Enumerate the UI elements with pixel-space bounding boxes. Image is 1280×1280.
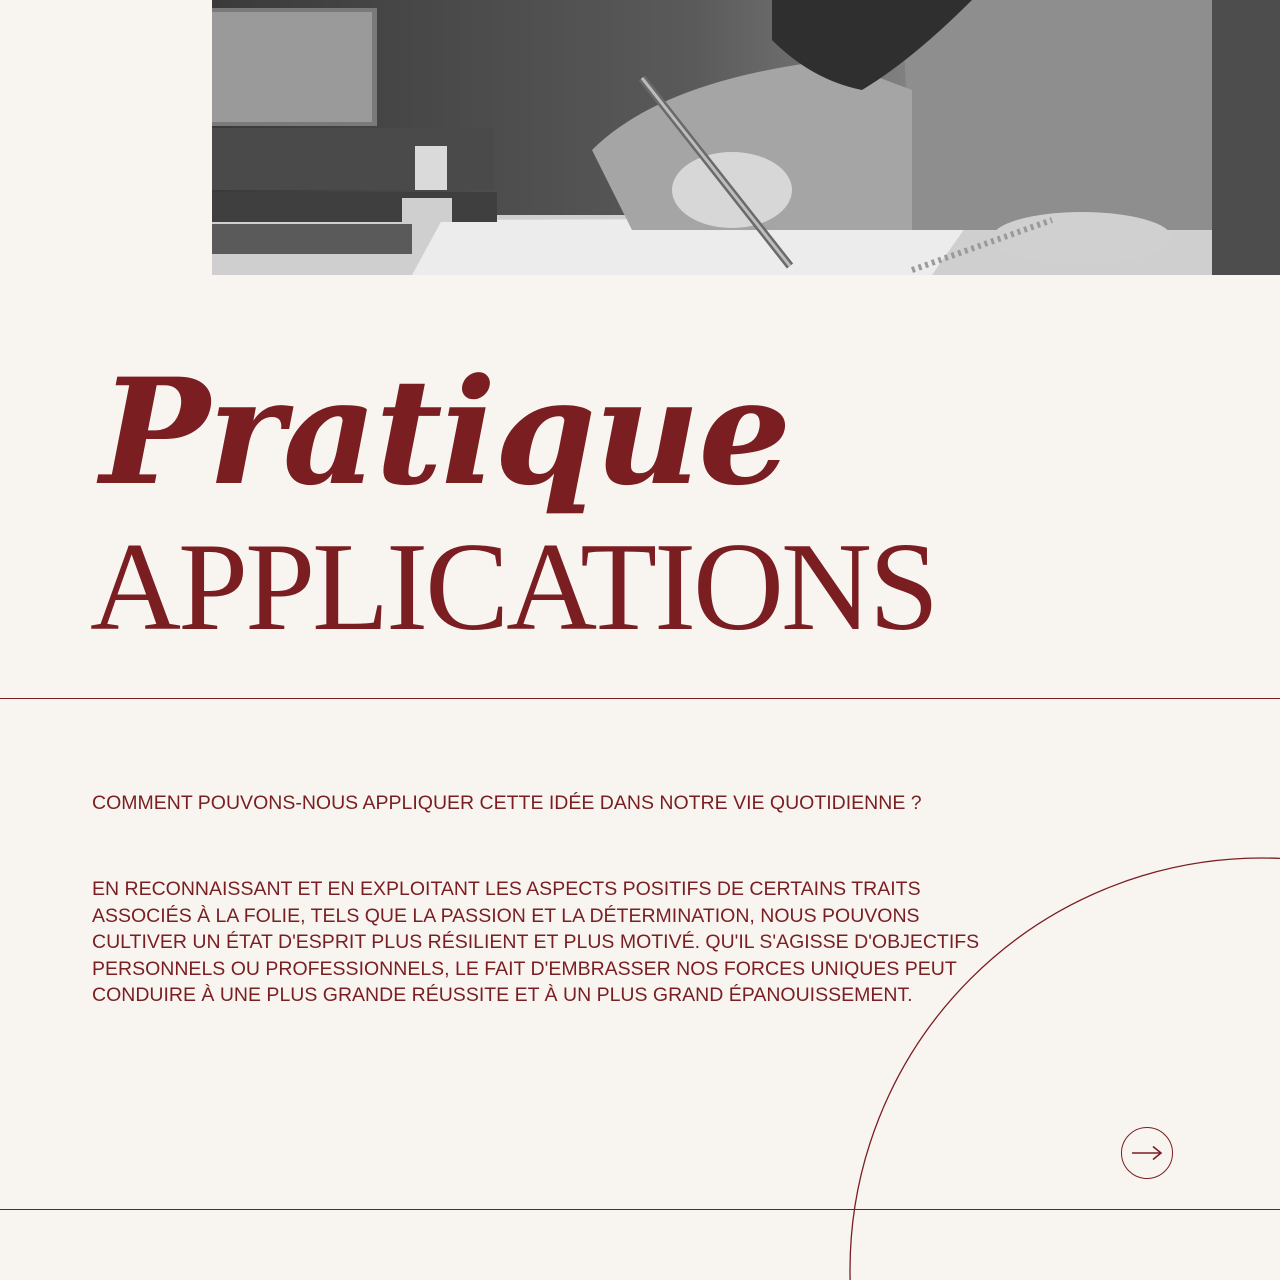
header-photo (212, 0, 1280, 275)
body-line: CULTIVER UN ÉTAT D'ESPRIT PLUS RÉSILIENT ET PLUS MOTIVÉ. QU'IL S'AGISSE D'OBJECTIFS (92, 931, 980, 953)
body-paragraph (92, 876, 992, 1009)
arrow-right-icon (1131, 1145, 1163, 1161)
question-text: COMMENT POUVONS-NOUS APPLIQUER CETTE IDÉE DANS NOTRE VIE QUOTIDIENNE ? (92, 792, 922, 814)
body-line: CONDUIRE À UNE PLUS GRANDE RÉUSSITE ET À UN PLUS GRAND ÉPANOUISSEMENT. (92, 984, 913, 1006)
title-caps: APPLICATIONS (90, 518, 937, 657)
title-script: Pratique (100, 347, 790, 518)
divider-bottom (0, 1209, 1280, 1210)
body-line: ASSOCIÉS À LA FOLIE, TELS QUE LA PASSION ET LA DÉTERMINATION, NOUS POUVONS (92, 904, 920, 927)
next-button[interactable] (1121, 1127, 1173, 1179)
divider-top (0, 698, 1280, 699)
body-line: EN RECONNAISSANT ET EN EXPLOITANT LES ASPECTS POSITIFS DE CERTAINS TRAITS (92, 878, 921, 900)
photo-writing-at-desk (212, 0, 1280, 275)
body-line: PERSONNELS OU PROFESSIONNELS, LE FAIT D'EMBRASSER NOS FORCES UNIQUES PEUT (92, 957, 957, 980)
